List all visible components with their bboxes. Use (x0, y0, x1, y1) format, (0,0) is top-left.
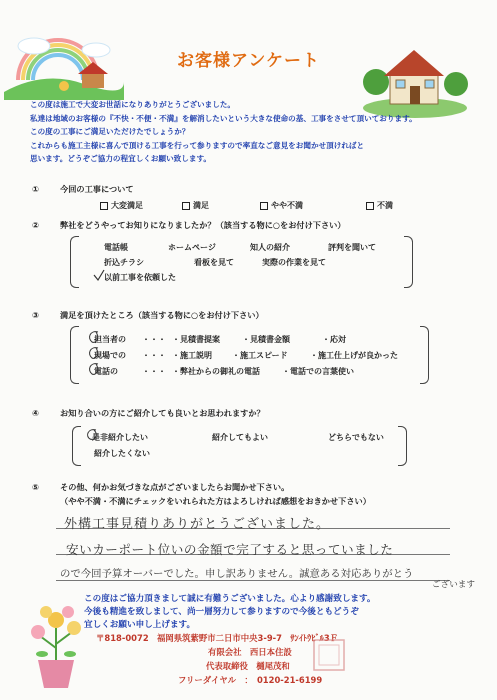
bracket-right (398, 426, 407, 466)
option-phone-manners[interactable]: ・電話での言葉使い (282, 367, 354, 376)
checkbox[interactable] (366, 202, 374, 210)
intro-line: これからも施工主様に喜んで頂ける工事を行って参りますので率直なご意見をお聞かせ頂ければと (30, 140, 365, 150)
option-saw-work[interactable]: 実際の作業を見て (262, 258, 326, 267)
option-staff[interactable]: 担当者の (94, 335, 126, 344)
option-construction-explanation[interactable]: ・施工説明 (172, 351, 212, 360)
handwritten-circles (84, 328, 104, 380)
option-neutral[interactable]: どちらでもない (328, 433, 384, 442)
bracket-left (72, 426, 81, 466)
option-referral[interactable]: 知人の紹介 (250, 243, 290, 252)
option-dissatisfied[interactable]: 不満 (366, 200, 393, 211)
question-2-number: ② (32, 220, 39, 230)
option-homepage[interactable]: ホームページ (168, 243, 216, 252)
answer-text-line: ございます (432, 580, 475, 590)
closing-line: 今後も精進を致しまして、尚一層努力して参りますので今後ともどうぞ (84, 607, 359, 617)
answer-text-line: ので今回予算オーバーでした。申し訳ありません。誠意ある対応ありがとう (60, 568, 414, 580)
option-somewhat-dissatisfied[interactable]: やや不満 (260, 200, 303, 211)
dots: ・・・ (142, 351, 166, 360)
question-5-text: その他、何かお気づきな点がございましたらお聞かせ下さい。 (60, 482, 290, 492)
question-1-text: 今回の工事について (60, 184, 134, 194)
checkbox[interactable] (100, 202, 108, 210)
intro-line: この度は施工で大変お世話になりありがとうございました。 (30, 100, 236, 109)
closing-line: この度はご協力頂きまして誠に有難うございました。心より感謝致します。 (84, 594, 376, 604)
bracket-right (420, 326, 429, 384)
company-name: 有限会社 西日本住設 (208, 647, 292, 657)
option-phone[interactable]: 電話の (94, 367, 118, 376)
question-4-number: ④ (32, 408, 39, 418)
company-representative: 代表取締役 樋尾茂和 (206, 661, 290, 671)
question-5-subtext: （やや不満・不満にチェックをいれられた方はよろしければ感想をおきかせ下さい） (60, 496, 371, 506)
company-seal (312, 638, 346, 672)
intro-line: 私達は地域のお客様の『不快・不便・不満』を解消したいという大きな使命の基、工事をさせて頂いております。 (30, 113, 417, 123)
answer-text-line: 安いカーポート位いの金額で完了すると思っていました (66, 542, 394, 557)
option-satisfied[interactable]: 満足 (182, 200, 209, 211)
dots: ・・・ (142, 367, 166, 376)
checkbox[interactable] (260, 202, 268, 210)
option-response[interactable]: ・応対 (322, 335, 346, 344)
question-4-text: お知り合いの方にご紹介しても良いとお思われますか？ (60, 408, 265, 418)
intro-line: この度の工事にご満足いただけたでしょうか？ (30, 127, 190, 137)
option-estimate-amount[interactable]: ・見積書金額 (242, 335, 290, 344)
option-very-satisfied[interactable]: 大変満足 (100, 200, 143, 211)
question-1-number: ① (32, 184, 39, 194)
option-phonebook[interactable]: 電話帳 (104, 243, 128, 252)
option-signboard[interactable]: 看板を見て (194, 258, 234, 267)
answer-text-line: 外構工事見積りありがとうございました。 (64, 517, 331, 532)
option-previous-client[interactable]: 以前工事を依頼した (104, 273, 176, 282)
bracket-right (404, 236, 413, 288)
answer-line (56, 580, 450, 581)
dots: ・・・ (142, 335, 166, 344)
option-definitely-recommend[interactable]: 是非紹介したい (92, 433, 148, 442)
page-title: お客様アンケート (177, 51, 320, 71)
intro-line: 思います。どうぞご協力の程宜しくお願い致します。 (30, 154, 212, 164)
option-on-site[interactable]: 現場での (94, 351, 126, 360)
company-address: 〒818-0072 福岡県筑紫野市二日市中央3-9-7 ｻﾝｲﾄｳﾋﾞﾙ3Ｆ (96, 633, 339, 643)
option-not-recommend[interactable]: 紹介したくない (94, 449, 150, 458)
checkbox[interactable] (182, 202, 190, 210)
question-5-number: ⑤ (32, 482, 39, 492)
question-3-text: 満足を頂けたところ（該当する物に○をお付け下さい） (60, 310, 264, 320)
intro-text (30, 98, 470, 166)
option-may-recommend[interactable]: 紹介してもよい (212, 433, 268, 442)
handwritten-circle (84, 428, 100, 442)
handwritten-check-mark (92, 268, 106, 282)
option-reputation[interactable]: 評判を聞いて (328, 243, 376, 252)
closing-line: 宜しくお願い申し上げます。 (84, 620, 196, 630)
option-flyer[interactable]: 折込チラシ (104, 258, 144, 267)
bracket-left (70, 326, 79, 384)
question-2-text: 弊社をどうやってお知りになりましたか？（該当する物に○をお付け下さい） (60, 220, 346, 230)
question-3-number: ③ (32, 310, 39, 320)
option-construction-speed[interactable]: ・施工スピード (232, 351, 288, 360)
flower-pot-illustration (22, 598, 90, 690)
company-phone: フリーダイヤル ： 0120-21-6199 (178, 675, 323, 685)
option-thank-you-call[interactable]: ・弊社からの御礼の電話 (172, 367, 260, 376)
bracket-left (70, 236, 79, 288)
option-good-finish[interactable]: ・施工仕上げが良かった (310, 351, 398, 360)
option-estimate-proposal[interactable]: ・見積書提案 (172, 335, 220, 344)
